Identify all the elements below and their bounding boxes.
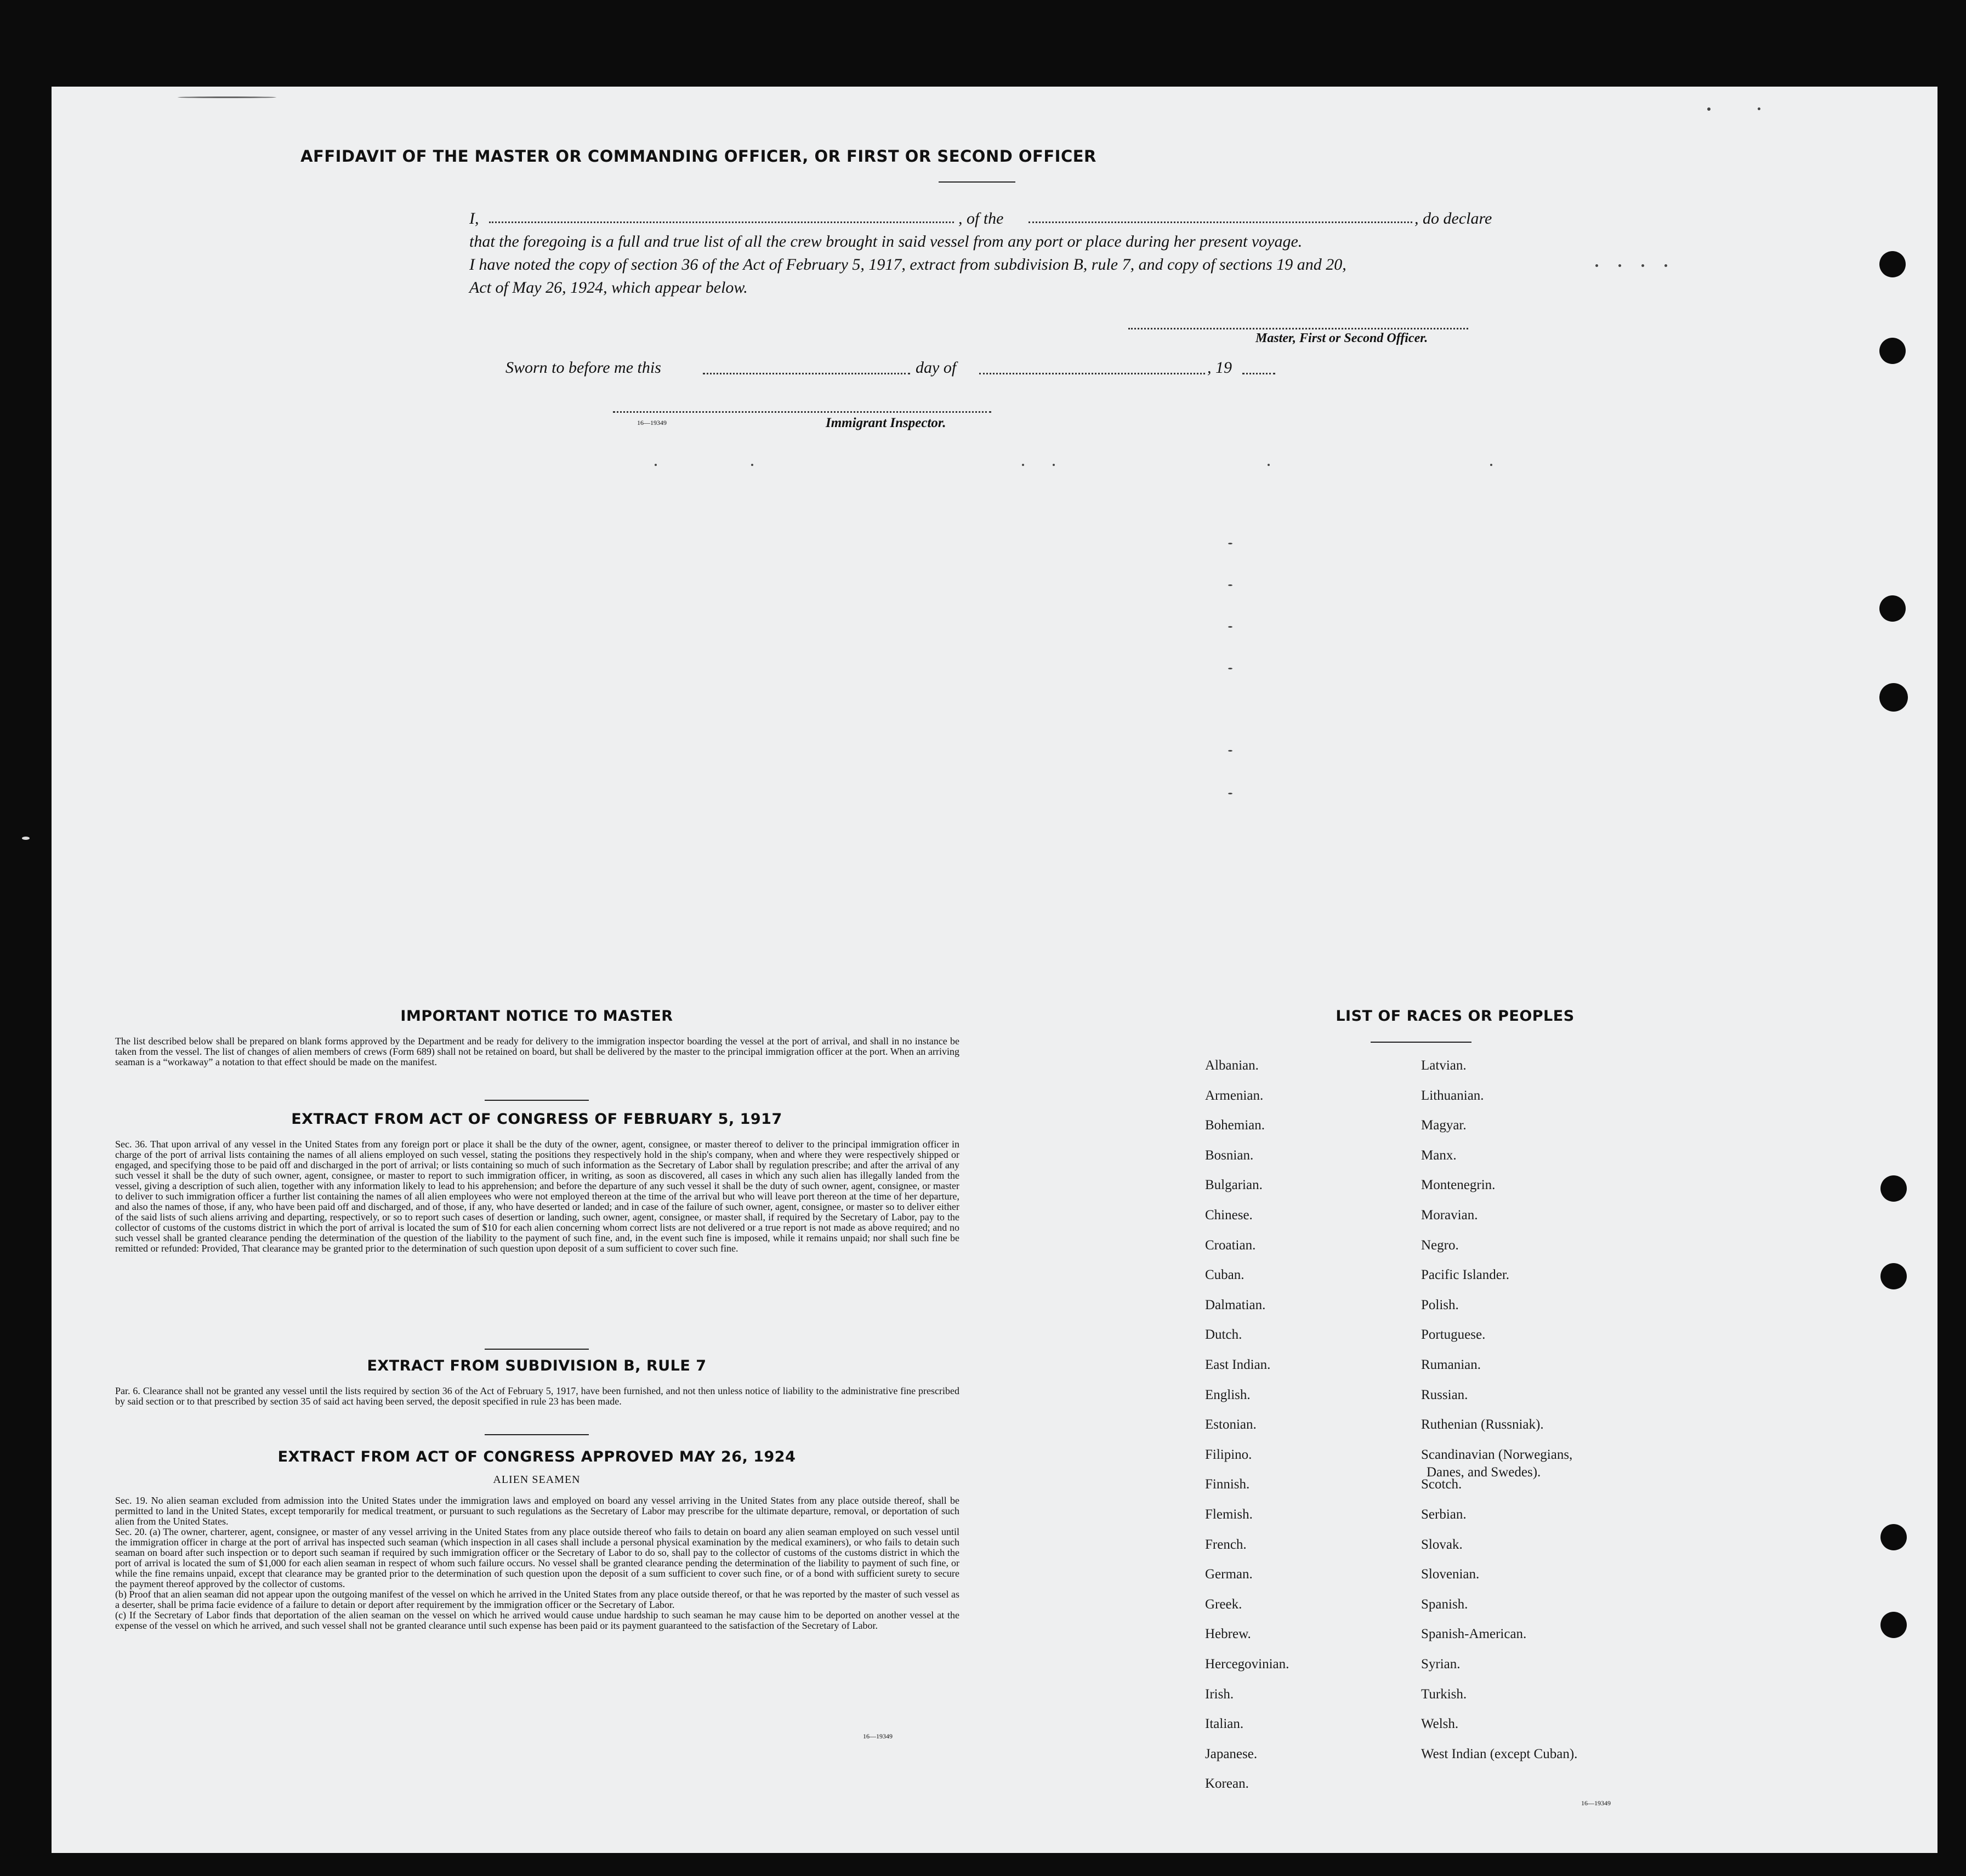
race-item: Ruthenian (Russniak). — [1421, 1417, 1544, 1432]
races-divider — [1371, 1042, 1471, 1043]
scan-mark — [1490, 464, 1492, 466]
extract-1924-title: EXTRACT FROM ACT OF CONGRESS APPROVED MAY 26, 1924 — [277, 1448, 796, 1465]
race-item: Dalmatian. — [1205, 1298, 1266, 1312]
sworn-month-blank[interactable] — [979, 373, 1205, 374]
alien-seamen-subtitle: ALIEN SEAMEN — [493, 1474, 581, 1486]
race-item: Scandinavian (Norwegians, — [1421, 1447, 1573, 1462]
race-item: Filipino. — [1205, 1447, 1252, 1462]
inspector-signature-line[interactable] — [613, 411, 991, 413]
punch-hole — [1880, 1263, 1907, 1289]
sworn-label: Sworn to before me this — [505, 359, 661, 377]
sec-20c: (c) If the Secretary of Labor finds that deportation of the alien seaman on the vessel on which he arrived would cause undue hardship to such seaman he may cause him to be deported on another vessel at the expense of the vessel on which he arrived, and such vessel shall not be granted clearance until such expense has been paid or its payment guaranteed to the satisfaction of the Secretary of Labor. — [115, 1610, 959, 1631]
race-item: Turkish. — [1421, 1687, 1467, 1702]
race-item: Irish. — [1205, 1687, 1234, 1702]
extract-1924-body — [115, 1496, 959, 1631]
scan-mark — [1664, 264, 1667, 267]
race-item: Montenegrin. — [1421, 1178, 1496, 1192]
i-label: I, — [469, 209, 479, 228]
rule-7-body: Par. 6. Clearance shall not be granted any vessel until the lists required by section 36 of the Act of February 5, 1917, have been furnished, and not then unless notice of liability to the administrative fine prescribed by said section or to that prescribed by section 35 of said act having been served, the deposit specified in rule 23 has been made. — [115, 1385, 959, 1407]
race-item: Manx. — [1421, 1148, 1457, 1163]
race-item: French. — [1205, 1537, 1247, 1552]
scan-mark — [1228, 584, 1232, 586]
race-item: Dutch. — [1205, 1327, 1242, 1342]
scan-mark — [22, 837, 30, 840]
scan-mark — [1268, 464, 1270, 466]
sworn-day-blank[interactable] — [703, 373, 910, 374]
race-item: Bosnian. — [1205, 1148, 1254, 1163]
scan-mark — [1618, 264, 1621, 267]
extract-1917-body: Sec. 36. That upon arrival of any vessel in the United States from any foreign port or place it shall be the duty of the owner, agent, consignee, or master thereof to deliver to the principal immigration officer in charge of the port of arrival lists containing the names of all aliens employed on such vessel, stating the positions they respectively hold in the ship's company, when and where they were respectively shipped or engaged, and specifying those to be paid off and discharged in the port of arrival; or lists containing so much of such information as the Secretary of Labor shall by regulation prescribe; and after the arrival of any such vessel it shall be the duty of such owner, agent, consignee, or master to report to such immigration officer, in writing, as soon as discovered, all cases in which any such alien has illegally landed from the vessel, giving a description of such alien, together with any information likely to lead to his apprehension; and before the departure of any such vessel it shall be the duty of such owner, agent, consignee, or master to deliver to such immigration officer a further list containing the names of all alien employees who were not employed thereon at the time of the arrival but who will leave port thereon at the time of her departure, and also the names of those, if any, who have been paid off and discharged, and of those, if any, who have deserted or landed; and in case of the failure of such owner, agent, consignee, or master so to deliver either of the said lists of such aliens arriving and departing, respectively, or so to report such cases of desertion or landing, such owner, agent, consignee, or master shall, if required by the Secretary of Labor, pay to the collector of customs of the customs district in which the port of arrival is located the sum of $10 for each alien concerning whom correct lists are not delivered or a true report is not made as above required; and no such vessel shall be granted clearance pending the determination of the question of the liability to the payment of such fine, and, in the event such fine is imposed, while it remains unpaid; nor shall such fine be remitted or refunded: Provided, That clearance may be granted prior to the determination of such question upon deposit of a sum sufficient to cover such fine. — [115, 1139, 959, 1254]
race-item: Syrian. — [1421, 1657, 1461, 1672]
scan-mark — [1228, 793, 1232, 794]
race-item: Welsh. — [1421, 1716, 1459, 1731]
punch-hole — [1879, 251, 1906, 277]
affidavit-line-2: that the foregoing is a full and true list of all the crew brought in said vessel from any port or place during her present voyage. — [469, 232, 1303, 251]
race-item: Croatian. — [1205, 1238, 1256, 1253]
inspector-label: Immigrant Inspector. — [826, 416, 946, 430]
race-item: Latvian. — [1421, 1058, 1467, 1073]
scan-mark — [1053, 464, 1055, 466]
master-signature-line[interactable] — [1128, 328, 1468, 329]
race-item: Hercegovinian. — [1205, 1657, 1289, 1672]
do-declare-label: , do declare — [1414, 209, 1492, 228]
race-item: Italian. — [1205, 1716, 1244, 1731]
extract-1917-title: EXTRACT FROM ACT OF CONGRESS OF FEBRUARY 5, 1917 — [291, 1111, 782, 1128]
scan-mark — [1707, 107, 1711, 111]
sworn-line — [505, 359, 1328, 383]
sec-20b: (b) Proof that an alien seaman did not appear upon the outgoing manifest of the vessel on which he arrived in the United States from any place outside thereof, or that he was reported by the master of such vessel as a deserter, shall be prima facie evidence of a failure to detain or deport after requirement by the immigration officer or the Secretary of Labor. — [115, 1589, 959, 1610]
race-item: West Indian (except Cuban). — [1421, 1747, 1578, 1761]
race-item: Magyar. — [1421, 1118, 1467, 1133]
scan-mark — [655, 464, 657, 466]
race-item: Lithuanian. — [1421, 1088, 1484, 1103]
scan-mark — [1595, 264, 1598, 267]
race-item: Bohemian. — [1205, 1118, 1265, 1133]
notice-body: The list described below shall be prepared on blank forms approved by the Department and be ready for delivery to the immigration inspector boarding the vessel at the port of arrival, and shall in no instance be taken from the vessel. The list of changes of alien members of crews (Form 689) shall not be retained on board, but shall be delivered by the master to the principal immigration officer at the port. When an arriving seaman is a “workaway” a notation to that effect should be made on the manifest. — [115, 1036, 959, 1067]
scan-mark — [1022, 464, 1024, 466]
race-item: Scotch. — [1421, 1477, 1462, 1492]
scan-mark — [1228, 668, 1232, 669]
race-item: Chinese. — [1205, 1208, 1253, 1223]
punch-hole — [1879, 338, 1906, 364]
race-item: Rumanian. — [1421, 1357, 1481, 1372]
form-number-right: 16—19349 — [1581, 1799, 1611, 1807]
race-item: Japanese. — [1205, 1747, 1258, 1761]
race-item: Albanian. — [1205, 1058, 1259, 1073]
race-item: Pacific Islander. — [1421, 1267, 1510, 1282]
name-blank[interactable] — [489, 221, 954, 223]
race-item: Armenian. — [1205, 1088, 1264, 1103]
divider — [485, 1434, 589, 1435]
affidavit-line-3: I have noted the copy of section 36 of the Act of February 5, 1917, extract from subdivision B, rule 7, and copy of sections 19 and 20, — [469, 255, 1346, 274]
vessel-blank[interactable] — [1029, 221, 1412, 223]
race-item: Slovenian. — [1421, 1567, 1480, 1582]
race-item: Flemish. — [1205, 1507, 1253, 1522]
punch-hole — [1879, 595, 1906, 622]
race-item: Negro. — [1421, 1238, 1459, 1253]
race-item: Slovak. — [1421, 1537, 1463, 1552]
race-item: Spanish-American. — [1421, 1627, 1527, 1641]
races-title: LIST OF RACES OR PEOPLES — [1336, 1008, 1575, 1025]
year-label: , 19 — [1207, 359, 1232, 377]
race-item: Cuban. — [1205, 1267, 1245, 1282]
scan-mark — [178, 96, 276, 98]
day-of-label: day of — [916, 359, 957, 377]
punch-hole — [1880, 1524, 1907, 1550]
race-item: Greek. — [1205, 1597, 1242, 1612]
affidavit-title: AFFIDAVIT OF THE MASTER OR COMMANDING OFFICER, OR FIRST OR SECOND OFFICER — [300, 147, 1096, 166]
title-divider — [939, 181, 1015, 183]
race-item: Moravian. — [1421, 1208, 1478, 1223]
scan-mark — [1758, 107, 1760, 110]
punch-hole — [1880, 1175, 1907, 1202]
scan-mark — [751, 464, 753, 466]
divider — [485, 1349, 589, 1350]
punch-hole — [1879, 683, 1908, 712]
master-label: Master, First or Second Officer. — [1255, 331, 1428, 345]
race-item: East Indian. — [1205, 1357, 1271, 1372]
form-number-top: 16—19349 — [637, 419, 667, 427]
race-item: Bulgarian. — [1205, 1178, 1263, 1192]
form-number-left: 16—19349 — [863, 1732, 893, 1740]
scan-mark — [1228, 543, 1232, 544]
race-item: Korean. — [1205, 1776, 1249, 1791]
affidavit-line-1 — [469, 207, 1522, 230]
race-item: Spanish. — [1421, 1597, 1468, 1612]
race-item: Polish. — [1421, 1298, 1459, 1312]
race-item: Portuguese. — [1421, 1327, 1486, 1342]
scan-mark — [1641, 264, 1644, 267]
race-item: German. — [1205, 1567, 1253, 1582]
notice-title: IMPORTANT NOTICE TO MASTER — [400, 1008, 673, 1025]
of-the-label: , of the — [958, 209, 1004, 228]
race-item: Danes, and Swedes). — [1427, 1465, 1541, 1480]
sec-20a: Sec. 20. (a) The owner, charterer, agent, consignee, or master of any vessel arriving in the United States from any place outside thereof who fails to detain on board any alien seaman employed on such vessel until the immigration officer in charge at the port of arrival has inspected such seaman (which inspection in all cases shall include a personal physical examination by the medical examiners), or who fails to detain such seaman on board after such inspection or to deport such seaman if required by such immigration officer or the Secretary of Labor to do so, shall pay to the collector of customs of the customs district in which the port of arrival is located the sum of $1,000 for each alien seaman in respect of whom such failure occurs. No vessel shall be granted clearance pending the determination of the liability to payment of such fine, or while the fine remains unpaid, except that clearance may be granted prior to the determination of such question upon the deposit of a sum sufficient to cover such fine, or of a bond with sufficient surety to secure the payment thereof approved by the collector of customs. — [115, 1526, 959, 1589]
scan-mark — [1228, 750, 1232, 752]
race-item: Finnish. — [1205, 1477, 1250, 1492]
divider — [485, 1100, 589, 1101]
sworn-year-blank[interactable] — [1242, 373, 1275, 374]
race-item: Russian. — [1421, 1388, 1468, 1402]
race-item: English. — [1205, 1388, 1251, 1402]
race-item: Estonian. — [1205, 1417, 1257, 1432]
race-item: Hebrew. — [1205, 1627, 1251, 1641]
scan-mark — [1228, 626, 1232, 628]
race-item: Serbian. — [1421, 1507, 1467, 1522]
affidavit-line-4: Act of May 26, 1924, which appear below. — [469, 278, 748, 297]
rule-7-title: EXTRACT FROM SUBDIVISION B, RULE 7 — [367, 1357, 707, 1374]
sec-19: Sec. 19. No alien seaman excluded from admission into the United States under the immigration laws and employed on board any vessel arriving in the United States from any place outside thereof, shall be permitted to land in the United States, except temporarily for medical treatment, or pursuant to such regulations as the Secretary of Labor may prescribe for the ultimate departure, removal, or deportation of such alien from the United States. — [115, 1495, 959, 1527]
punch-hole — [1880, 1612, 1907, 1638]
scanned-form-page — [52, 87, 1937, 1853]
